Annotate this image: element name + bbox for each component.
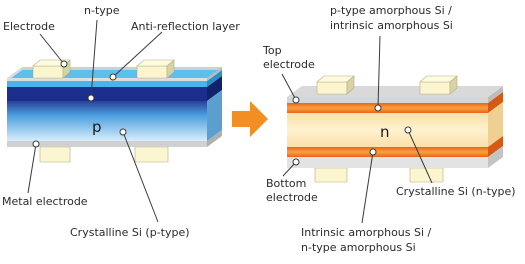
label-crystalline-n: Crystalline Si (n-type)	[396, 185, 516, 198]
label-metal-electrode: Metal electrode	[2, 195, 88, 208]
label-top-electrode-1: Top	[263, 44, 282, 57]
label-bottom-amorphous-1: Intrinsic amorphous Si /	[301, 226, 432, 239]
left-electrode-marker	[61, 61, 67, 67]
right-solar-cell	[262, 4, 516, 254]
right-bottom-amorphous-layer	[287, 147, 488, 157]
label-top-amorphous-1: p-type amorphous Si /	[330, 4, 452, 17]
left-region-letter: p	[92, 118, 102, 136]
right-bottom-electrode-marker	[293, 159, 299, 165]
right-top-electrode-1	[317, 76, 354, 94]
right-bottom-amorphous-marker	[370, 149, 376, 155]
label-bottom-amorphous-2: n-type amorphous Si	[301, 241, 416, 254]
label-anti-reflection: Anti-reflection layer	[131, 20, 240, 33]
left-anti-reflection-face	[7, 81, 207, 87]
label-top-electrode-2: electrode	[263, 58, 315, 71]
left-n-type-marker	[88, 95, 94, 101]
label-electrode: Electrode	[3, 20, 55, 33]
label-crystalline-p: Crystalline Si (p-type)	[70, 226, 190, 239]
right-top-amorphous-layer	[287, 103, 488, 113]
right-top-amorphous-marker	[375, 105, 381, 111]
right-arrow-icon	[232, 101, 268, 137]
left-n-type-layer	[7, 87, 207, 101]
left-solar-cell	[2, 4, 240, 239]
left-crystalline-marker	[120, 129, 126, 135]
label-n-type: n-type	[84, 4, 120, 17]
left-p-region	[7, 101, 207, 141]
right-top-electrode-2	[420, 76, 457, 94]
left-bottom-electrode-2	[135, 147, 168, 162]
right-crystalline-marker	[405, 127, 411, 133]
left-anti-reflection-marker	[110, 74, 116, 80]
right-bottom-electrode-1	[315, 168, 347, 182]
left-bottom-electrode-1	[40, 147, 70, 162]
label-bottom-electrode-1: Bottom	[266, 177, 307, 190]
label-top-amorphous-2: intrinsic amorphous Si	[330, 19, 453, 32]
left-top-electrode-2	[137, 60, 174, 78]
right-region-letter: n	[380, 123, 390, 141]
label-bottom-electrode-2: electrode	[266, 191, 318, 204]
left-metal-electrode-marker	[33, 141, 39, 147]
right-top-electrode-marker	[293, 97, 299, 103]
